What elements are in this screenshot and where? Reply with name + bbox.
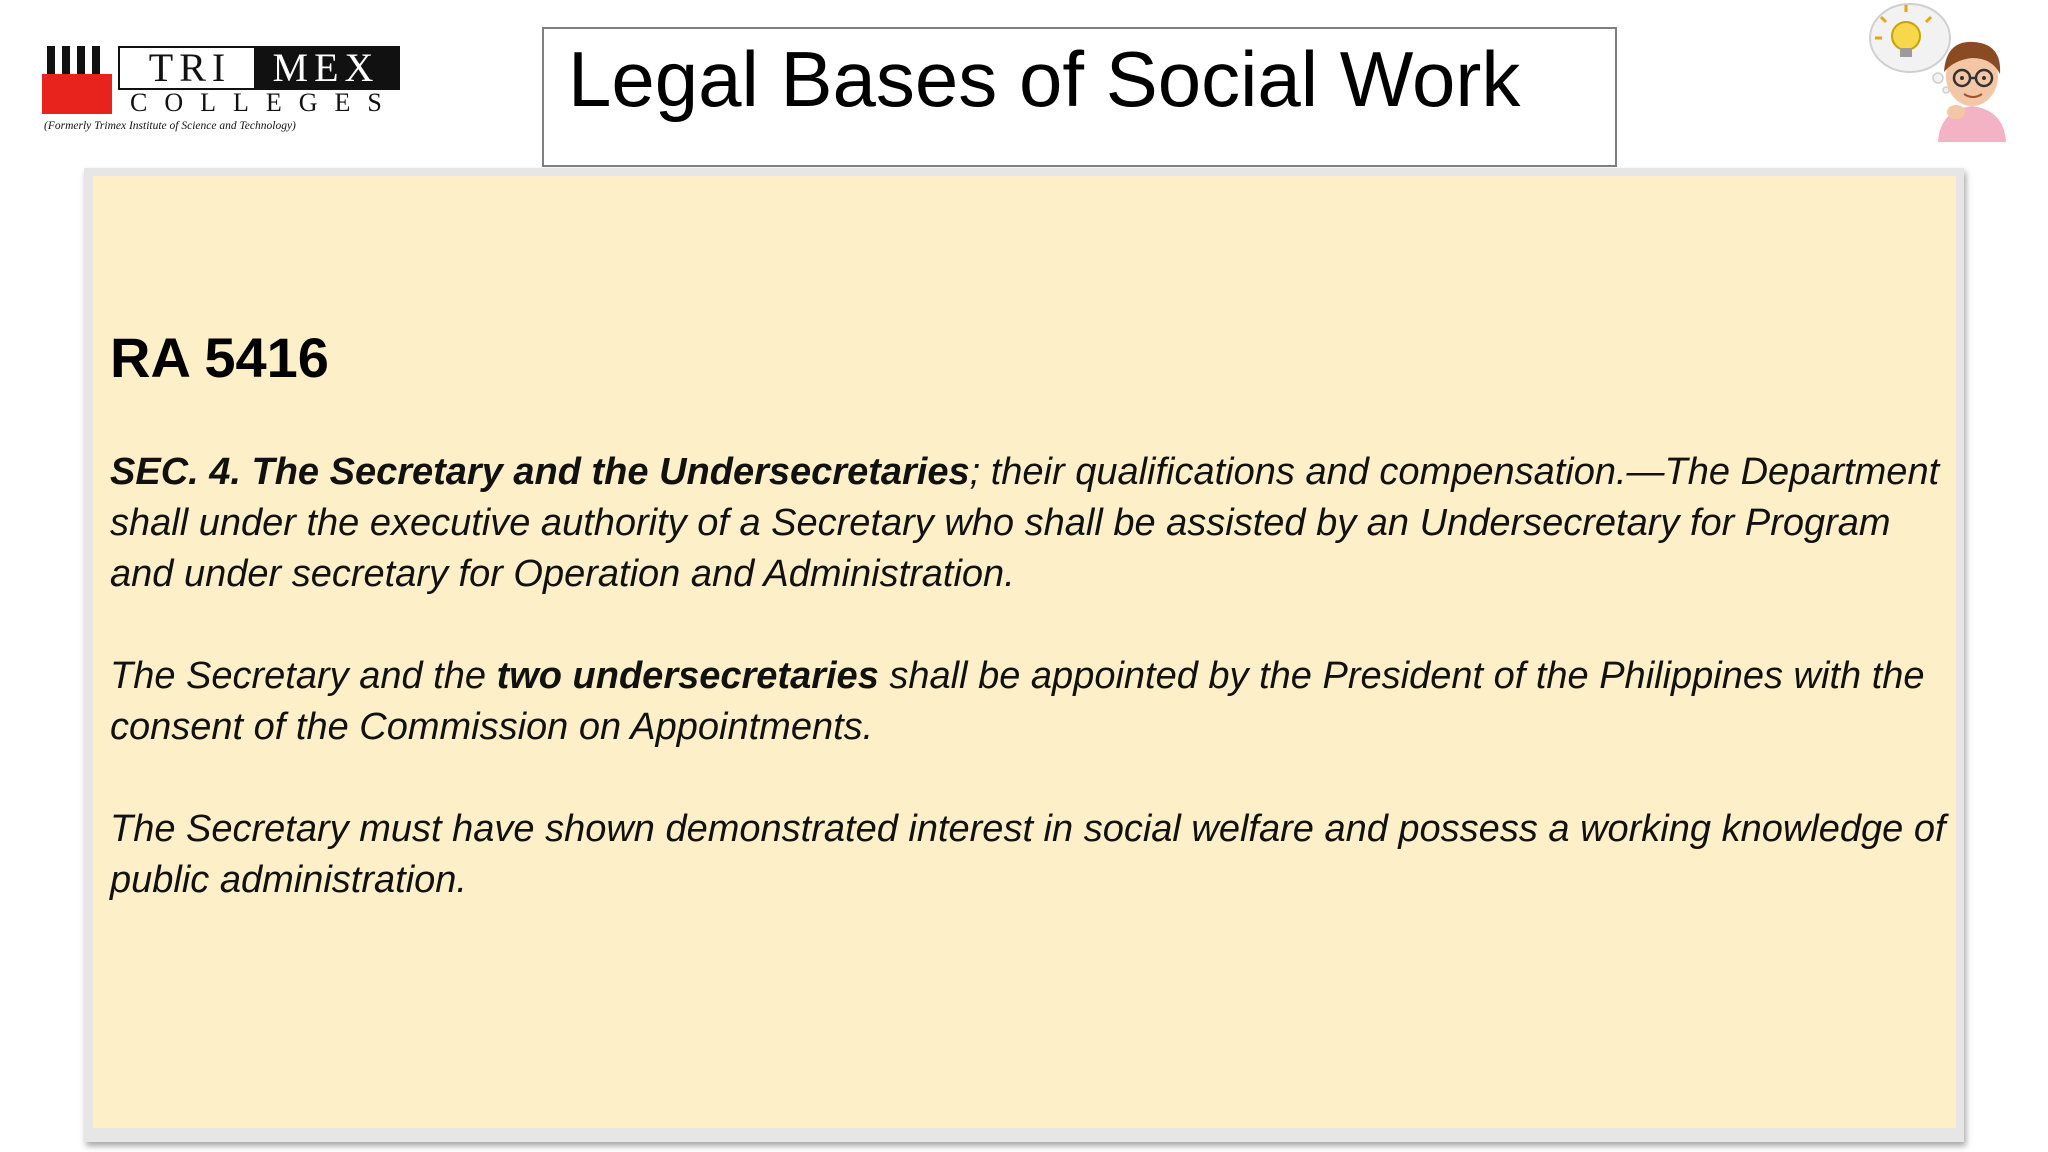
paragraph-sec4-bold: SEC. 4. The Secretary and the Undersecretaries [110, 451, 970, 493]
logo-brand-right: MEX [254, 48, 398, 88]
paragraph-appointment-before: The Secretary and the [110, 655, 497, 697]
trimex-logo [42, 44, 402, 136]
paragraph-qualifications: The Secretary must have shown demonstrated interest in social welfare and possess a working knowledge of public administration. [110, 808, 1946, 901]
paragraph-appointment-bold: two undersecretaries [496, 655, 879, 697]
paragraph-sec4 [110, 447, 1950, 600]
logo-wordmark [118, 46, 400, 90]
logo-tagline: (Formerly Trimex Institute of Science and Technology) [44, 120, 296, 132]
logo-mark-icon [42, 46, 112, 112]
logo-subtitle: COLLEGES [130, 88, 399, 117]
section-heading: RA 5416 [110, 326, 329, 389]
page-title: Legal Bases of Social Work [568, 35, 1521, 123]
paragraph-appointment-after: shall be appointed by the President of the Philippines with the consent of the Commission on Appointments. [110, 655, 1925, 748]
title-box [542, 27, 1617, 167]
paragraph-sec4-rest: ; their qualifications and compensation.—The Department shall under the executive authority of a Secretary who shall be assisted by an Undersecretary for Program and under secretary for Operation and Administration. [110, 451, 1940, 595]
thinking-mascot-icon [1860, 0, 2008, 142]
paragraph-appointment [110, 651, 1950, 753]
logo-brand-left: TRI [120, 48, 254, 88]
